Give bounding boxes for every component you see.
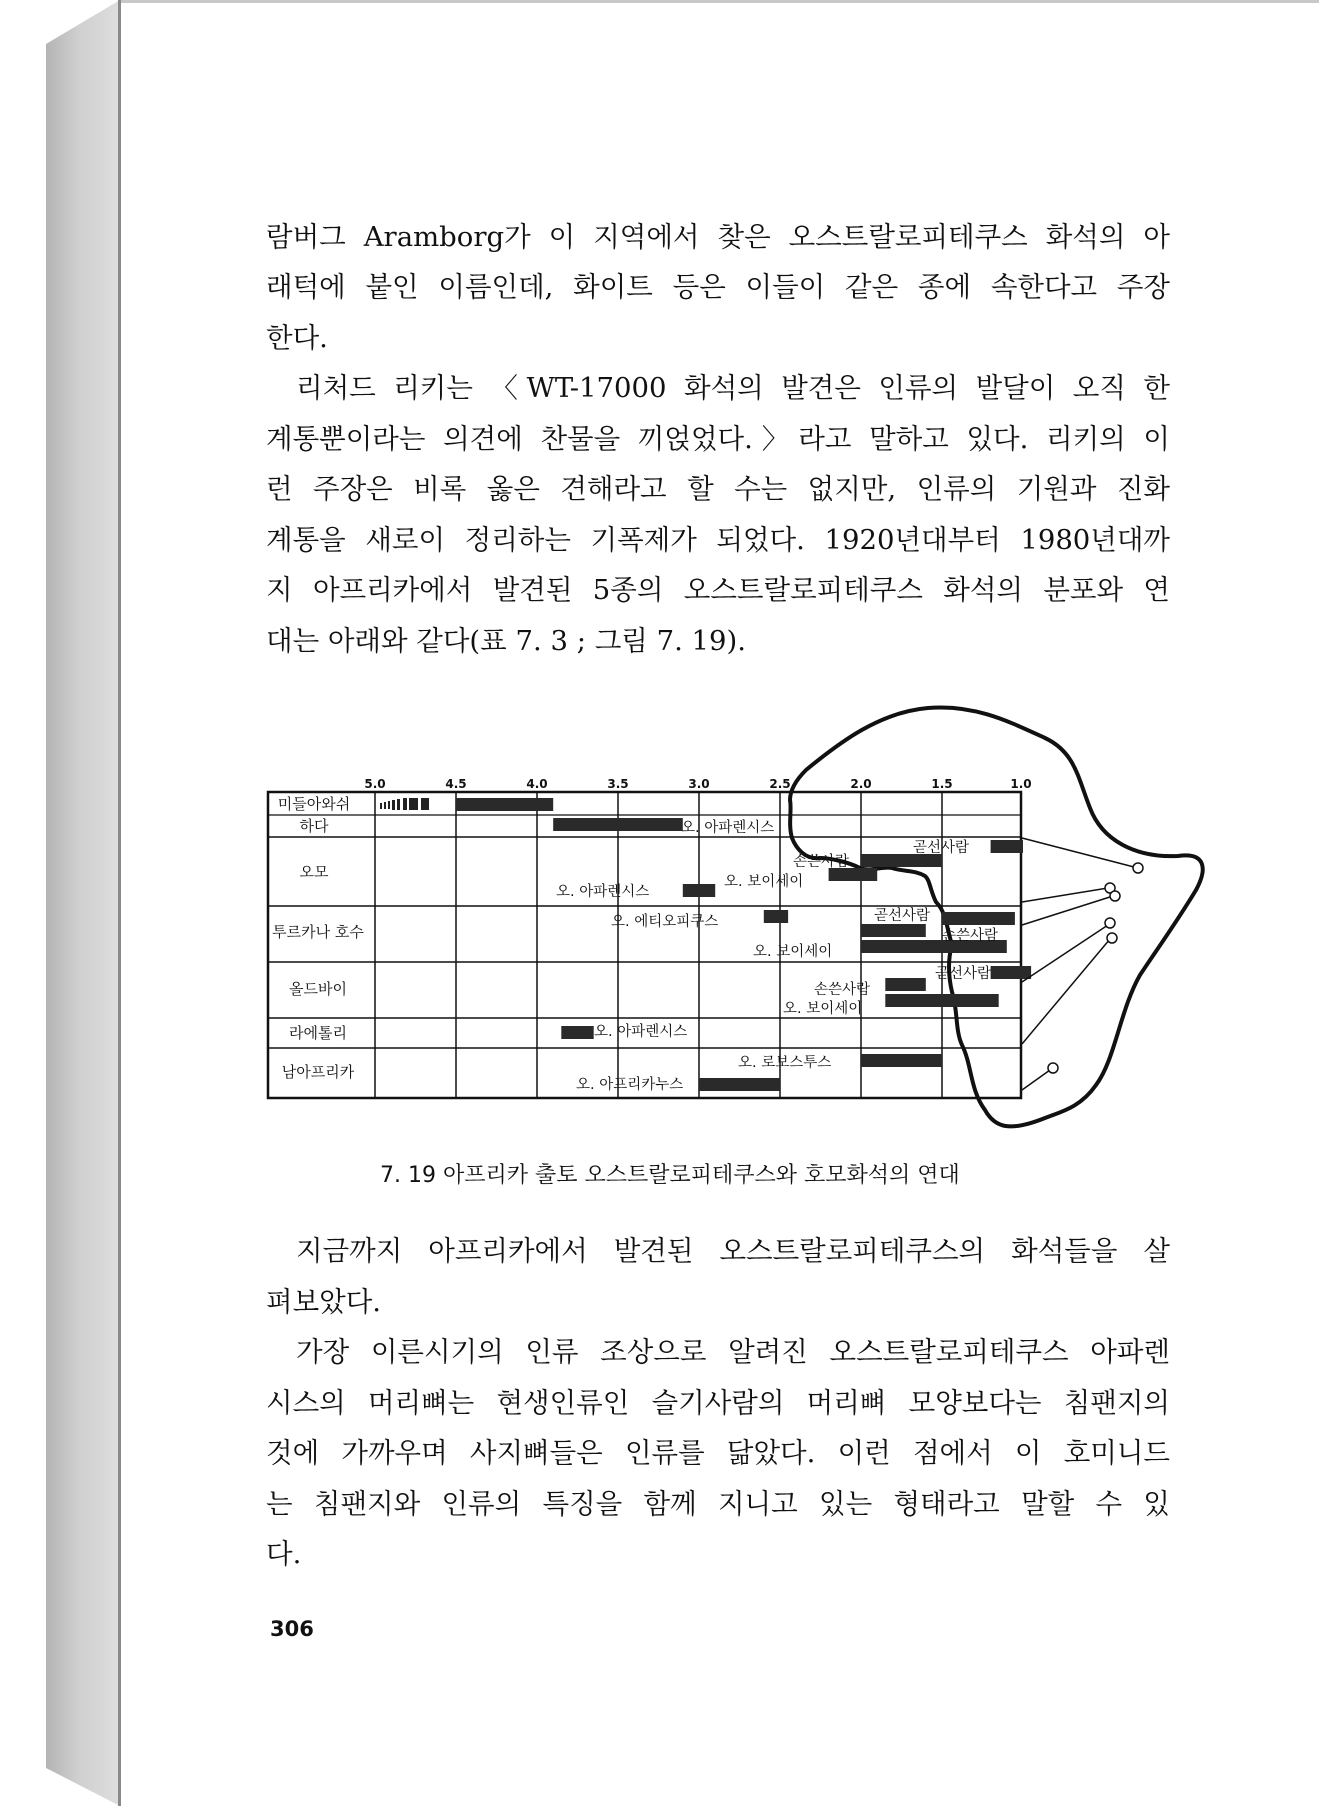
bar-label-hadar-afarensis: 오. 아파렌시스 xyxy=(681,820,775,836)
bar-label-omo-afarensis: 오. 아파렌시스 xyxy=(556,884,650,900)
para-4-line-4: 는 침팬지와 인류의 특징을 함께 지니고 있는 형태라고 말할 수 있 xyxy=(266,1488,1170,1520)
para-3-line-1: 지금까지 아프리카에서 발견된 오스트랄로피테쿠스의 화석들을 살 xyxy=(296,1235,1170,1267)
tick-label: 3.0 xyxy=(688,777,710,791)
bar-label-turkana-habilis: 손쓴사람 xyxy=(942,928,999,944)
chart-bar xyxy=(991,840,1023,853)
chart-bar xyxy=(991,966,1032,979)
chart-bar xyxy=(861,924,926,937)
bar-label-omo-boisei: 오. 보이세이 xyxy=(724,874,804,890)
tick-label: 1.5 xyxy=(931,777,953,791)
bar-label-omo-erectus: 곧선사람 xyxy=(913,840,970,856)
para-1-line-3: 한다. xyxy=(266,322,328,354)
para-4-line-1: 가장 이른시기의 인류 조상으로 알려진 오스트랄로피테쿠스 아파렌 xyxy=(296,1336,1170,1368)
bar-label-sa-robustus: 오. 로보스투스 xyxy=(738,1055,832,1071)
tick-label: 4.0 xyxy=(526,777,548,791)
para-4-line-2: 시스의 머리뼈는 현생인류인 슬기사람의 머리뼈 모양보다는 침팬지의 xyxy=(266,1387,1170,1419)
tick-label: 5.0 xyxy=(364,777,386,791)
chart-bar xyxy=(942,912,1015,925)
para-1-line-1: 람버그 Aramborg가 이 지역에서 찾은 오스트랄로피테쿠스 화석의 아 xyxy=(266,221,1170,253)
bar-label-olduvai-habilis: 손쓴사람 xyxy=(814,982,871,998)
para-2-line-3: 런 주장은 비록 옳은 견해라고 할 수는 없지만, 인류의 기원과 진화 xyxy=(266,473,1170,505)
para-4-line-5: 다. xyxy=(266,1538,302,1570)
bar-label-turkana-aethiopicus: 오. 에티오피쿠스 xyxy=(611,914,719,930)
chart-bar xyxy=(683,884,715,897)
chart-bar xyxy=(553,818,683,831)
site-label-hadar: 하다 xyxy=(299,817,329,835)
bar-label-sa-africanus: 오. 아프리카누스 xyxy=(576,1077,684,1093)
chart-bar xyxy=(885,994,998,1007)
site-label-omo: 오모 xyxy=(299,863,329,881)
para-2-line-4: 계통을 새로이 정리하는 기폭제가 되었다. 1920년대부터 1980년대까 xyxy=(266,524,1170,556)
tick-label: 3.5 xyxy=(607,777,629,791)
para-2-line-1: 리처드 리키는 〈WT-17000 화석의 발견은 인류의 발달이 오직 한 xyxy=(296,372,1170,404)
tick-label: 2.0 xyxy=(850,777,872,791)
tick-label: 1.0 xyxy=(1010,777,1032,791)
bar-label-turkana-boisei: 오. 보이세이 xyxy=(753,944,833,960)
chart-bar xyxy=(456,798,553,811)
bar-label-omo-habilis: 손쓴사람 xyxy=(793,854,850,870)
para-3-line-2: 펴보았다. xyxy=(266,1286,382,1318)
para-2-line-5: 지 아프리카에서 발견된 5종의 오스트랄로피테쿠스 화석의 분포와 연 xyxy=(266,574,1170,606)
para-1-line-2: 래턱에 붙인 이름인데, 화이트 등은 이들이 같은 종에 속한다고 주장 xyxy=(266,271,1170,303)
figure-caption: 7. 19 아프리카 출토 오스트랄로피테쿠스와 호모화석의 연대 xyxy=(380,1163,960,1188)
site-label-laetoli: 라에톨리 xyxy=(289,1024,347,1042)
bar-label-laetoli-afarensis: 오. 아파렌시스 xyxy=(594,1024,688,1040)
para-4-line-3: 것에 가까우며 사지뼈들은 인류를 닮았다. 이런 점에서 이 호미니드 xyxy=(266,1437,1170,1469)
chart-bar xyxy=(561,1026,593,1039)
site-label-turkana: 투르카나 호수 xyxy=(272,923,364,941)
page-number: 306 xyxy=(270,1617,314,1641)
bar-label-olduvai-boisei: 오. 보이세이 xyxy=(783,1001,863,1017)
site-label-south-africa: 남아프리카 xyxy=(281,1063,355,1081)
para-2-line-6: 대는 아래와 같다(표 7. 3 ; 그림 7. 19). xyxy=(266,625,747,657)
site-connectors xyxy=(1022,838,1143,1090)
middle-awash-uncertain-start xyxy=(380,798,429,810)
para-2-line-2: 계통뿐이라는 의견에 찬물을 끼얹었다.〉라고 말하고 있다. 리키의 이 xyxy=(266,423,1170,455)
bar-label-olduvai-erectus: 곧선사람 xyxy=(935,966,992,982)
bar-label-turkana-erectus: 곧선사람 xyxy=(874,908,931,924)
tick-label: 2.5 xyxy=(769,777,791,791)
chart-bar xyxy=(885,978,926,991)
chart-bar xyxy=(699,1078,780,1091)
site-label-olduvai: 올드바이 xyxy=(289,980,347,998)
site-label-middle-awash: 미들아와쉬 xyxy=(277,795,351,813)
chart-bar xyxy=(861,1054,942,1067)
chart-bar xyxy=(764,910,788,923)
tick-label: 4.5 xyxy=(445,777,467,791)
